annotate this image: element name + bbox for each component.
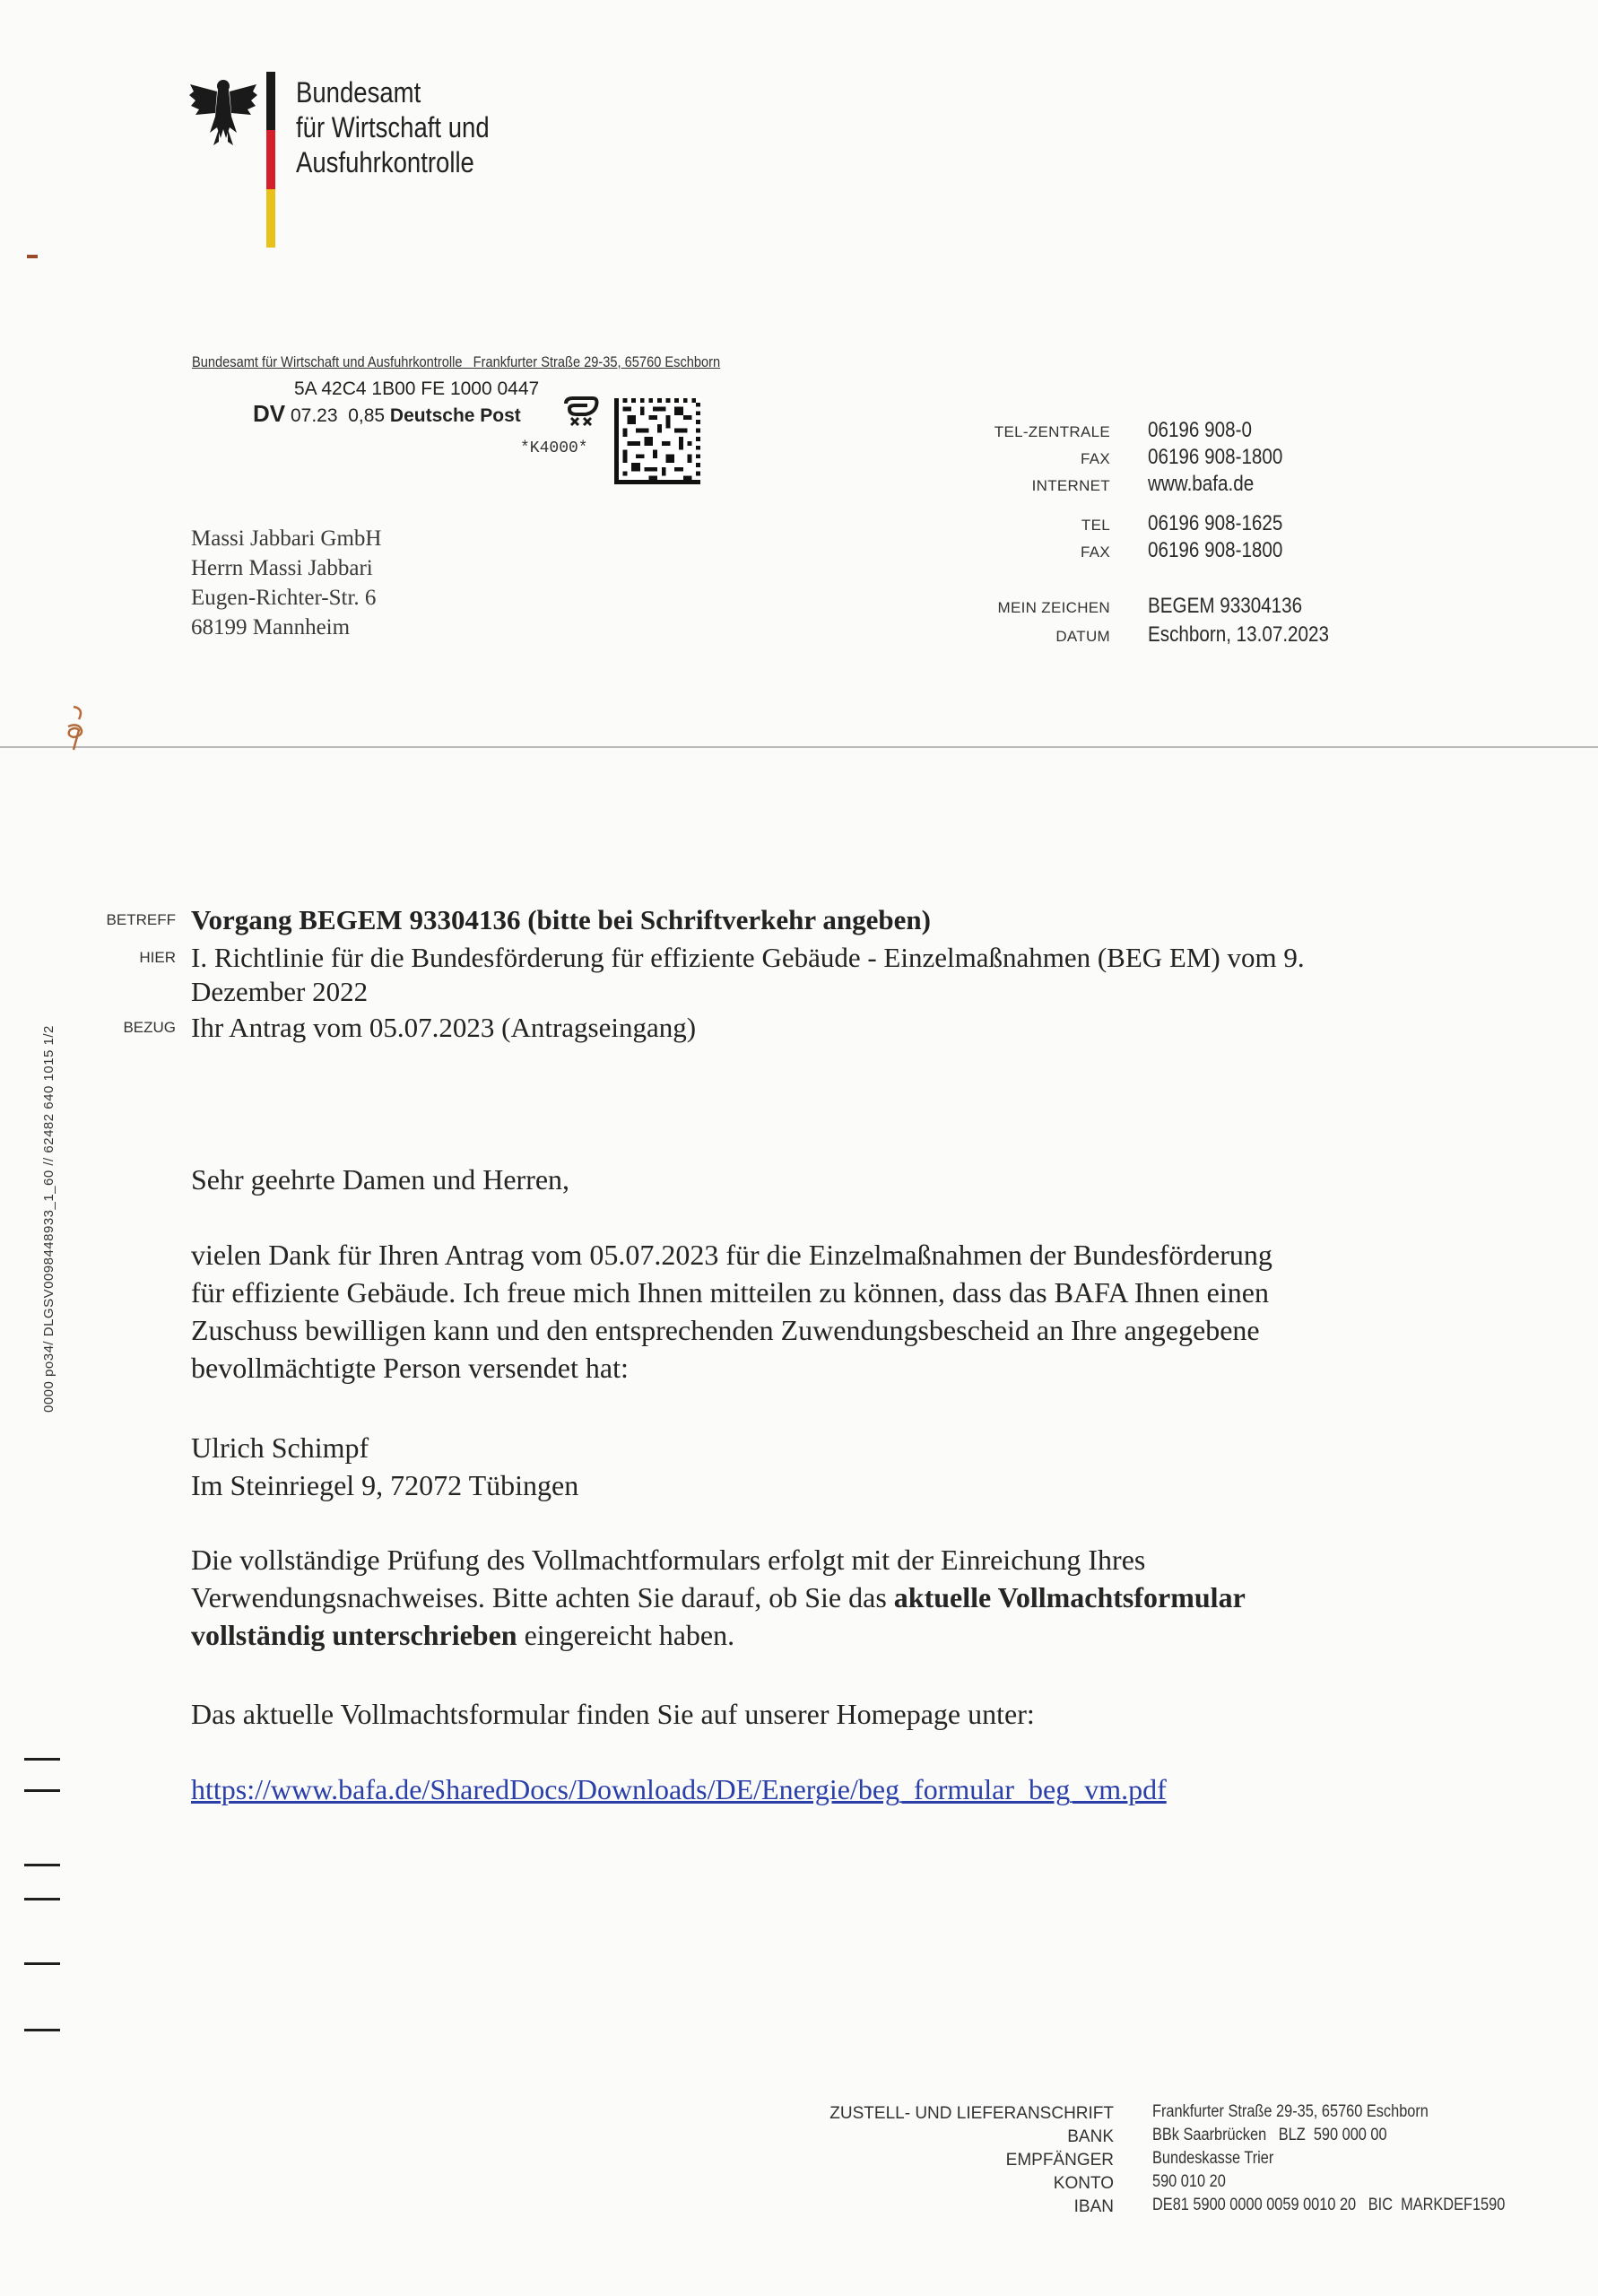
agency-name bbox=[296, 75, 490, 180]
form-download-link[interactable]: https://www.bafa.de/SharedDocs/Downloads/DE/Energie/beg_formular_beg_vm.pdf bbox=[191, 1773, 1167, 1805]
postage-date: 07.23 bbox=[290, 405, 338, 426]
footer-iban-label: IBAN bbox=[1073, 2197, 1114, 2216]
margin-mark-1 bbox=[24, 1758, 60, 1761]
recipient-line-3: Eugen-Richter-Str. 6 bbox=[191, 586, 377, 610]
flag-black bbox=[266, 72, 275, 130]
sender-return-line: Bundesamt für Wirtschaft und Ausfuhrkontrolle Frankfurter Straße 29-35, 65760 Eschborn bbox=[192, 353, 721, 370]
footer-account-label: KONTO bbox=[1053, 2174, 1114, 2193]
footer-account-value: 590 010 20 bbox=[1152, 2172, 1226, 2191]
date-value: Eschborn, 13.07.2023 bbox=[1148, 622, 1329, 647]
authorized-person bbox=[191, 1429, 1464, 1504]
paragraph-2-line-3 bbox=[191, 1616, 1464, 1654]
date-label: DATUM bbox=[1055, 628, 1110, 645]
hier-text-line-1: I. Richtlinie für die Bundesförderung für effiziente Gebäude - Einzelmaßnahmen (BEG EM) vom 9. bbox=[191, 942, 1305, 973]
margin-mark-4 bbox=[24, 1898, 60, 1900]
paragraph-2-line-3-text: eingereicht haben. bbox=[517, 1619, 735, 1651]
paragraph-3: Das aktuelle Vollmachtsformular finden Sie auf unserer Homepage unter: bbox=[191, 1698, 1035, 1730]
bezug-label: BEZUG bbox=[123, 1019, 176, 1036]
fold-line bbox=[0, 746, 1598, 748]
margin-mark-3 bbox=[24, 1864, 60, 1866]
fax-direct-value: 06196 908-1800 bbox=[1148, 538, 1283, 562]
postage-carrier: Deutsche Post bbox=[389, 405, 521, 426]
footer-bank-value: BBk Saarbrücken BLZ 590 000 00 bbox=[1152, 2126, 1387, 2144]
postage-k-code: *K4000* bbox=[520, 439, 588, 457]
paragraph-2-emphasis-1: aktuelle Vollmachtsformular bbox=[893, 1581, 1246, 1613]
postage-code: 5A 42C4 1B00 FE 1000 0447 bbox=[294, 378, 540, 399]
paragraph-1-line-1: vielen Dank für Ihren Antrag vom 05.07.2023 für die Einzelmaßnahmen der Bundesförderung bbox=[191, 1239, 1272, 1271]
paragraph-1-line-2: für effiziente Gebäude. Ich freue mich Ihnen mitteilen zu können, dass das BAFA Ihnen einen bbox=[191, 1276, 1269, 1309]
form-link-container bbox=[191, 1770, 1464, 1808]
post-horn-icon bbox=[562, 396, 600, 429]
margin-tick bbox=[27, 255, 38, 258]
reference-label: MEIN ZEICHEN bbox=[997, 599, 1110, 616]
vertical-document-code: 0000 po34/ DLGSV0098448933_1_60 // 62482 640 1015 1/2 bbox=[41, 1025, 56, 1413]
recipient-address bbox=[191, 524, 381, 642]
paragraph-2-emphasis-2: vollständig unterschrieben bbox=[191, 1619, 517, 1651]
paragraph-1-line-4: bevollmächtigte Person versendet hat: bbox=[191, 1352, 629, 1384]
postage-dv: DV bbox=[253, 400, 286, 427]
bezug-text: Ihr Antrag vom 05.07.2023 (Antragseingang) bbox=[191, 1012, 697, 1043]
paragraph-1-line-3: Zuschuss bewilligen kann und den entsprechenden Zuwendungsbescheid an Ihre angegebene bbox=[191, 1314, 1260, 1346]
tel-zentrale-label: TEL-ZENTRALE bbox=[994, 423, 1110, 440]
postage-amount: 0,85 bbox=[348, 405, 386, 426]
agency-line-3: Ausfuhrkontrolle bbox=[296, 146, 474, 178]
datamatrix-code-icon bbox=[613, 398, 701, 484]
fax-direct-label: FAX bbox=[1080, 544, 1110, 561]
handwritten-mark bbox=[54, 700, 99, 753]
betreff-label: BETREFF bbox=[106, 911, 176, 928]
tel-zentrale-value: 06196 908-0 bbox=[1148, 418, 1252, 442]
paragraph-2-line-2 bbox=[191, 1578, 1464, 1616]
reference-value: BEGEM 93304136 bbox=[1148, 594, 1303, 618]
paragraph-1 bbox=[191, 1236, 1464, 1387]
agency-line-1: Bundesamt bbox=[296, 76, 421, 109]
german-flag-bar bbox=[266, 72, 275, 248]
hier-label: HIER bbox=[139, 949, 176, 966]
footer-bank-label: BANK bbox=[1067, 2127, 1114, 2146]
fax-label: FAX bbox=[1080, 450, 1110, 467]
recipient-line-1: Massi Jabbari GmbH bbox=[191, 526, 382, 551]
margin-mark-2 bbox=[24, 1789, 60, 1792]
hier-text-line-2: Dezember 2022 bbox=[191, 976, 369, 1007]
paragraph-2-line-2-text: Verwendungsnachweises. Bitte achten Sie darauf, ob Sie das bbox=[191, 1581, 894, 1613]
footer-iban-value: DE81 5900 0000 0059 0010 20 BIC MARKDEF1590 bbox=[1152, 2196, 1506, 2214]
margin-mark-5 bbox=[24, 1962, 60, 1965]
person-name: Ulrich Schimpf bbox=[191, 1431, 369, 1464]
footer-delivery-label: ZUSTELL- UND LIEFERANSCHRIFT bbox=[829, 2104, 1114, 2123]
footer-recipient-label: EMPFÄNGER bbox=[1005, 2151, 1114, 2170]
recipient-line-4: 68199 Mannheim bbox=[191, 615, 351, 639]
recipient-line-2: Herrn Massi Jabbari bbox=[191, 556, 373, 580]
flag-red bbox=[266, 130, 275, 188]
internet-value: www.bafa.de bbox=[1148, 472, 1255, 496]
tel-label: TEL bbox=[1081, 517, 1110, 534]
tel-value: 06196 908-1625 bbox=[1148, 511, 1283, 535]
footer-recipient-value: Bundeskasse Trier bbox=[1152, 2149, 1274, 2168]
agency-line-2: für Wirtschaft und bbox=[296, 111, 490, 144]
flag-gold bbox=[266, 189, 275, 248]
postage-line bbox=[253, 400, 521, 428]
person-address: Im Steinriegel 9, 72072 Tübingen bbox=[191, 1469, 579, 1501]
internet-label: INTERNET bbox=[1031, 477, 1110, 494]
salutation: Sehr geehrte Damen und Herren, bbox=[191, 1163, 570, 1196]
fax-value: 06196 908-1800 bbox=[1148, 445, 1283, 469]
paragraph-2-line-1: Die vollständige Prüfung des Vollmachtformulars erfolgt mit der Einreichung Ihres bbox=[191, 1544, 1146, 1576]
margin-mark-6 bbox=[24, 2029, 60, 2031]
betreff-text: Vorgang BEGEM 93304136 (bitte bei Schriftverkehr angeben) bbox=[191, 904, 931, 935]
paragraph-2 bbox=[191, 1541, 1464, 1654]
federal-eagle-icon bbox=[188, 74, 258, 147]
footer-delivery-value: Frankfurter Straße 29-35, 65760 Eschborn bbox=[1152, 2102, 1429, 2121]
